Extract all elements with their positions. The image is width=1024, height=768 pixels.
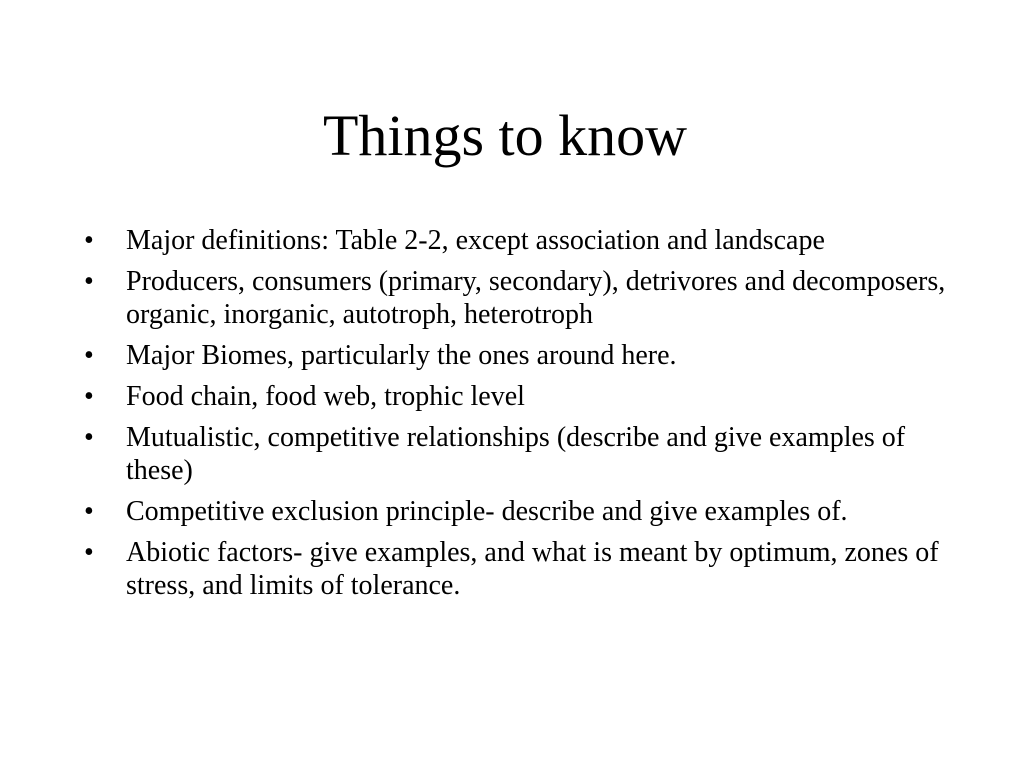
- bullet-item-biomes: [84, 339, 964, 372]
- bullet-item-food-chain: [84, 380, 964, 413]
- bullet-item-definitions: [84, 224, 964, 257]
- bullet-icon: •: [84, 340, 94, 371]
- bullet-text: Major definitions: Table 2-2, except association and landscape: [126, 225, 825, 256]
- bullet-icon: •: [84, 496, 94, 527]
- bullet-icon: •: [84, 537, 94, 568]
- bullet-text: Producers, consumers (primary, secondary), detrivores and decomposers, organic, inorganic, autotroph, heterotroph: [126, 266, 946, 330]
- bullet-item-abiotic: [84, 536, 964, 602]
- slide-title: Things to know: [322, 103, 688, 168]
- bullet-item-exclusion: [84, 495, 964, 528]
- bullet-list: [84, 224, 964, 610]
- bullet-text: Mutualistic, competitive relationships (describe and give examples of these): [126, 422, 906, 486]
- bullet-icon: •: [84, 266, 94, 297]
- bullet-item-relationships: [84, 421, 964, 487]
- bullet-icon: •: [84, 422, 94, 453]
- bullet-icon: •: [84, 381, 94, 412]
- bullet-text: Food chain, food web, trophic level: [126, 381, 525, 412]
- bullet-text: Competitive exclusion principle- describe and give examples of.: [126, 496, 848, 527]
- bullet-item-producers: [84, 265, 964, 331]
- bullet-icon: •: [84, 225, 94, 256]
- bullet-text: Abiotic factors- give examples, and what is meant by optimum, zones of stress, and limits of tolerance.: [126, 537, 939, 601]
- bullet-text: Major Biomes, particularly the ones around here.: [126, 340, 677, 371]
